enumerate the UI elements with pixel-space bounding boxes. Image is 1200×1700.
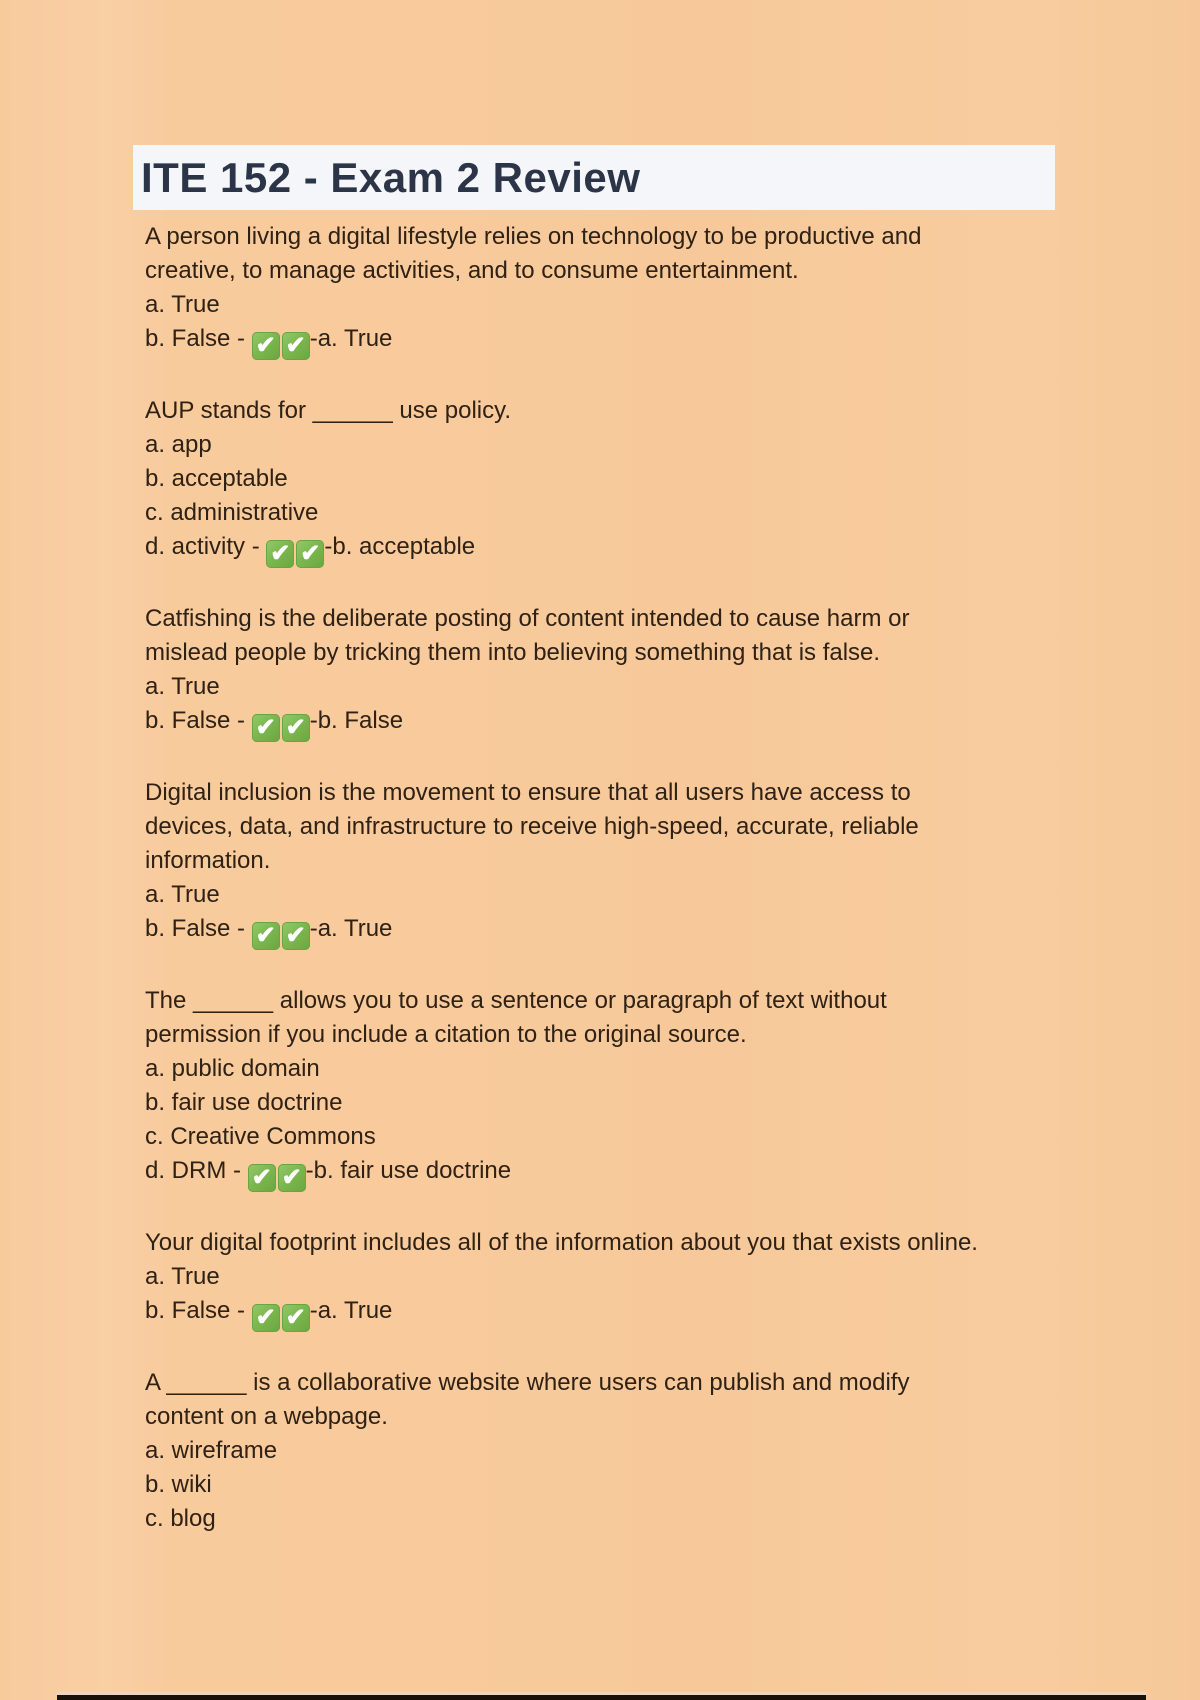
answer-option	[145, 670, 1160, 704]
check-emoji-icons	[266, 530, 324, 568]
answer-option	[145, 704, 1160, 742]
check-emoji-icon: ✔	[282, 714, 310, 742]
check-emoji-icons	[252, 322, 310, 360]
option-label: d. DRM -	[145, 1157, 248, 1184]
correct-answer-text: -a. True	[309, 325, 393, 352]
question-prompt-line: devices, data, and infrastructure to receive high-speed, accurate, reliable	[145, 813, 919, 840]
correct-answer-text: -b. fair use doctrine	[305, 1157, 512, 1184]
question-prompt-line: creative, to manage activities, and to consume entertainment.	[145, 257, 799, 284]
answer-option	[145, 428, 1160, 462]
answer-option	[145, 1086, 1160, 1120]
check-emoji-icons	[252, 912, 310, 950]
page-title: ITE 152 - Exam 2 Review	[141, 153, 641, 201]
answer-option	[145, 322, 1160, 360]
question-block	[145, 1226, 1160, 1332]
option-label: a. wireframe	[145, 1437, 278, 1464]
answer-option	[145, 496, 1160, 530]
option-label: b. fair use doctrine	[145, 1089, 343, 1116]
check-emoji-icon: ✔	[252, 1304, 280, 1332]
check-emoji-icons	[252, 1294, 310, 1332]
check-emoji-icon: ✔	[282, 922, 310, 950]
option-label: b. wiki	[145, 1471, 212, 1498]
option-label: c. blog	[145, 1505, 216, 1532]
answer-option	[145, 1154, 1160, 1192]
answer-option	[145, 1052, 1160, 1086]
correct-answer-text: -b. acceptable	[324, 533, 476, 560]
check-emoji-icon: ✔	[282, 1304, 310, 1332]
answer-option	[145, 530, 1160, 568]
answer-option	[145, 1294, 1160, 1332]
check-emoji-icon: ✔	[282, 332, 310, 360]
answer-option	[145, 1434, 1160, 1468]
option-label: b. False -	[145, 325, 252, 352]
answer-option	[145, 1120, 1160, 1154]
question-block	[145, 1366, 1160, 1536]
answer-option	[145, 1260, 1160, 1294]
question-prompt-line: A ______ is a collaborative website where users can publish and modify	[145, 1369, 910, 1396]
option-label: b. False -	[145, 915, 252, 942]
answer-option	[145, 1468, 1160, 1502]
answer-option	[145, 462, 1160, 496]
question-block	[145, 394, 1160, 568]
check-emoji-icon: ✔	[248, 1164, 276, 1192]
check-emoji-icon: ✔	[252, 714, 280, 742]
question-block	[145, 220, 1160, 360]
question-prompt-line: Your digital footprint includes all of the information about you that exists online.	[145, 1229, 978, 1256]
option-label: a. True	[145, 881, 220, 908]
questions-list	[145, 220, 1160, 1536]
option-label: b. acceptable	[145, 465, 288, 492]
option-label: b. False -	[145, 1297, 252, 1324]
check-emoji-icon: ✔	[266, 540, 294, 568]
check-emoji-icon: ✔	[252, 332, 280, 360]
answer-option	[145, 288, 1160, 322]
footer-divider-bar	[57, 1695, 1146, 1700]
answer-option	[145, 1502, 1160, 1536]
correct-answer-text: -b. False	[309, 707, 404, 734]
question-prompt-line: Catfishing is the deliberate posting of content intended to cause harm or	[145, 605, 910, 632]
question-block	[145, 776, 1160, 950]
question-prompt-line: information.	[145, 847, 271, 874]
check-emoji-icons	[252, 704, 310, 742]
option-label: b. False -	[145, 707, 252, 734]
question-prompt-line: Digital inclusion is the movement to ensure that all users have access to	[145, 779, 911, 806]
correct-answer-text: -a. True	[309, 915, 393, 942]
question-prompt-line: AUP stands for ______ use policy.	[145, 397, 511, 424]
option-label: c. administrative	[145, 499, 319, 526]
answer-option	[145, 878, 1160, 912]
question-prompt-line: mislead people by tricking them into believing something that is false.	[145, 639, 881, 666]
option-label: a. True	[145, 1263, 220, 1290]
document-content	[141, 145, 1160, 1570]
question-prompt-line: A person living a digital lifestyle relies on technology to be productive and	[145, 223, 922, 250]
option-label: a. public domain	[145, 1055, 320, 1082]
option-label: a. True	[145, 291, 220, 318]
option-label: d. activity -	[145, 533, 267, 560]
question-prompt-line: permission if you include a citation to the original source.	[145, 1021, 747, 1048]
title-highlight-bar	[133, 145, 1055, 210]
check-emoji-icon: ✔	[278, 1164, 306, 1192]
check-emoji-icon: ✔	[252, 922, 280, 950]
question-prompt-line: The ______ allows you to use a sentence or paragraph of text without	[145, 987, 887, 1014]
option-label: a. app	[145, 431, 212, 458]
question-prompt-line: content on a webpage.	[145, 1403, 388, 1430]
option-label: a. True	[145, 673, 220, 700]
question-block	[145, 984, 1160, 1192]
correct-answer-text: -a. True	[309, 1297, 393, 1324]
check-emoji-icons	[248, 1154, 306, 1192]
answer-option	[145, 912, 1160, 950]
option-label: c. Creative Commons	[145, 1123, 376, 1150]
check-emoji-icon: ✔	[296, 540, 324, 568]
question-block	[145, 602, 1160, 742]
